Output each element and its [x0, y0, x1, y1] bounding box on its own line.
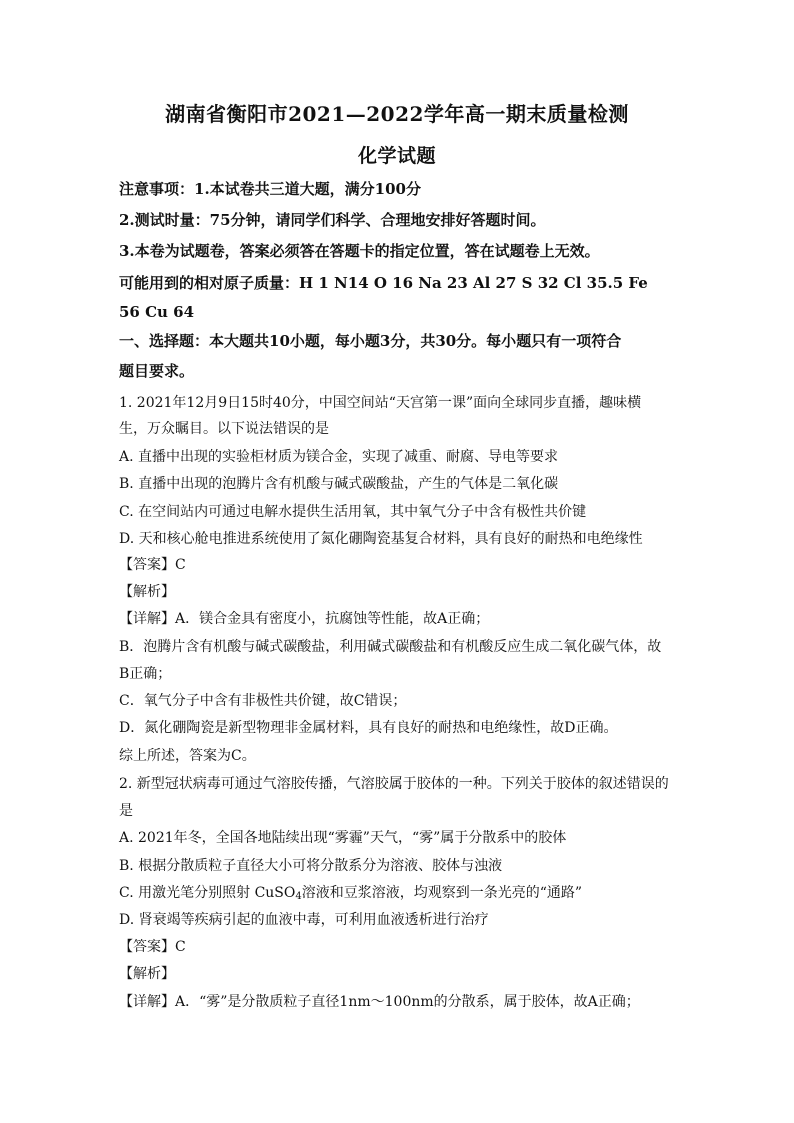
q1-answer: 【答案】C	[119, 557, 186, 573]
q1-detail-2: B．泡腾片含有机酸与碱式碳酸盐，利用碱式碳酸盐和有机酸反应生成二氧化碳气体，故	[119, 639, 662, 655]
q2-stem-line-1: 2. 新型冠状病毒可通过气溶胶传播，气溶胶属于胶体的一种。下列关于胶体的叙述错误的	[119, 776, 669, 792]
q1-option-a: A. 直播中出现的实验柜材质为镁合金，实现了减重、耐腐、导电等要求	[119, 449, 559, 465]
q1-analysis-label: 【解析】	[119, 584, 175, 600]
q2-stem-line-2: 是	[119, 803, 133, 819]
section-heading-line-2: 题目要求。	[119, 362, 195, 380]
atomic-mass-line-2: 56 Cu 64	[119, 303, 195, 321]
q2-option-d: D. 肾衰竭等疾病引起的血液中毒，可利用血液透析进行治疗	[119, 912, 489, 928]
q2-option-c	[119, 883, 679, 907]
q1-stem-line-1: 1. 2021年12月9日15时40分，中国空间站“天宫第一课”面向全球同步直播，趣味横	[119, 395, 642, 411]
page-subtitle: 化学试题	[357, 145, 436, 167]
q2-analysis-label: 【解析】	[119, 966, 175, 982]
q2-option-c-pre: C. 用激光笔分别照射 CuSO	[119, 885, 296, 901]
q1-detail-3: B正确；	[119, 666, 172, 682]
q1-detail-1: 【详解】A．镁合金具有密度小，抗腐蚀等性能，故A正确；	[119, 611, 490, 627]
q1-option-c: C. 在空间站内可通过电解水提供生活用氧，其中氧气分子中含有极性共价键	[119, 504, 587, 520]
q2-option-c-subscript: 4	[295, 891, 302, 902]
page-title: 湖南省衡阳市2021—2022学年高一期末质量检测	[165, 102, 629, 126]
q1-stem-line-2: 生，万众瞩目。以下说法错误的是	[119, 421, 329, 437]
q1-detail-5: D．氮化硼陶瓷是新型物理非金属材料，具有良好的耐热和电绝缘性，故D正确。	[119, 720, 618, 736]
q2-detail-1: 【详解】A．“雾”是分散质粒子直径1nm～100nm的分散系，属于胶体，故A正确；	[119, 994, 640, 1010]
q2-option-b: B. 根据分散质粒子直径大小可将分散系分为溶液、胶体与浊液	[119, 858, 503, 874]
q1-summary: 综上所述，答案为C。	[119, 748, 256, 764]
q2-answer: 【答案】C	[119, 939, 186, 955]
section-heading-line-1: 一、选择题：本大题共10小题，每小题3分，共30分。每小题只有一项符合	[119, 332, 622, 350]
q1-option-d: D. 天和核心舱电推进系统使用了氮化硼陶瓷基复合材料，具有良好的耐热和电绝缘性	[119, 531, 643, 547]
q2-option-c-post: 溶液和豆浆溶液，均观察到一条光亮的“通路”	[301, 885, 583, 901]
atomic-mass-line-1: 可能用到的相对原子质量：H 1 N14 O 16 Na 23 Al 27 S 32 Cl 35.5 Fe	[119, 274, 648, 292]
note-2: 2.测试时量：75分钟，请同学们科学、合理地安排好答题时间。	[119, 211, 546, 229]
q2-option-a: A. 2021年冬，全国各地陆续出现“雾霾”天气，“雾”属于分散系中的胶体	[119, 830, 567, 846]
q1-detail-4: C．氧气分子中含有非极性共价键，故C错误；	[119, 693, 407, 709]
note-1: 注意事项：1.本试卷共三道大题，满分100分	[119, 180, 421, 198]
note-3: 3.本卷为试题卷，答案必须答在答题卡的指定位置，答在试题卷上无效。	[119, 242, 600, 260]
q1-option-b: B. 直播中出现的泡腾片含有机酸与碱式碳酸盐，产生的气体是二氧化碳	[119, 476, 559, 492]
